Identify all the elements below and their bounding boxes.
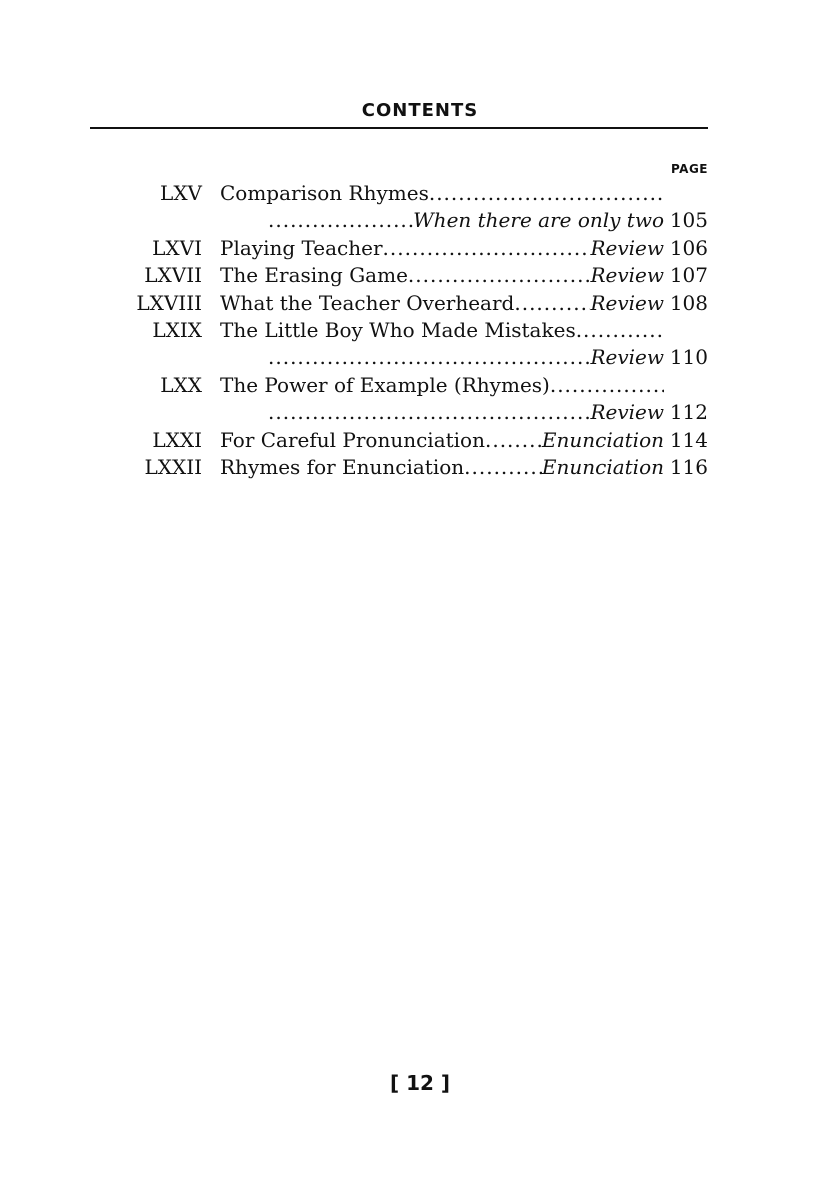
chapter-number: LXVI (152, 235, 202, 260)
toc-entry (100, 290, 708, 317)
chapter-category: Review (590, 235, 664, 260)
chapter-number: LXX (160, 372, 202, 397)
toc-entry (100, 235, 708, 262)
chapter-number: LXXI (152, 427, 202, 452)
page-title: CONTENTS (361, 100, 479, 121)
toc-entry (100, 262, 708, 289)
chapter-category: Review (590, 263, 664, 288)
chapter-title: The Erasing Game (220, 263, 408, 288)
chapter-category: When there are only two (413, 208, 664, 233)
header-rule (90, 127, 708, 129)
chapter-page: 114 (669, 427, 708, 452)
toc-entry (100, 427, 708, 454)
leader-dots (464, 454, 542, 481)
leader-dots (408, 262, 591, 289)
chapter-category: Review (590, 345, 664, 370)
chapter-number: LXV (160, 181, 202, 205)
page-number: [ 12 ] (389, 1071, 451, 1095)
chapter-title: The Little Boy Who Made Mistakes (220, 318, 576, 343)
chapter-number: LXIX (152, 318, 202, 343)
chapter-page: 110 (669, 345, 708, 370)
leader-dots (576, 317, 664, 344)
chapter-title: Comparison Rhymes (220, 181, 429, 205)
leader-dots (429, 180, 664, 207)
chapter-page: 105 (669, 208, 708, 233)
chapter-number: LXXII (144, 455, 202, 480)
toc-entry (100, 180, 708, 235)
chapter-category: Review (590, 290, 664, 315)
leader-dots (485, 427, 542, 454)
contents-list (100, 180, 708, 481)
leader-dots (514, 290, 590, 317)
toc-entry (100, 454, 708, 481)
chapter-title: What the Teacher Overheard (220, 290, 515, 315)
chapter-page: 106 (669, 235, 708, 260)
chapter-category: Enunciation (541, 455, 664, 480)
leader-dots (268, 344, 590, 371)
chapter-title: Rhymes for Enunciation (220, 455, 465, 480)
toc-entry (100, 317, 708, 372)
leader-dots (550, 372, 664, 399)
chapter-title: For Careful Pronunciation (220, 427, 485, 452)
chapter-category: Review (590, 400, 664, 425)
chapter-number: LXVIII (136, 290, 202, 315)
chapter-title: The Power of Example (Rhymes) (220, 372, 550, 397)
leader-dots (268, 399, 590, 426)
chapter-number: LXVII (144, 263, 202, 288)
chapter-title: Playing Teacher (220, 235, 383, 260)
chapter-category: Enunciation (541, 427, 664, 452)
chapter-page: 107 (669, 263, 708, 288)
chapter-page: 112 (669, 400, 708, 425)
page-column-label: PAGE (670, 162, 708, 176)
leader-dots (268, 207, 413, 234)
chapter-page: 116 (669, 455, 708, 480)
toc-entry (100, 372, 708, 427)
leader-dots (383, 235, 591, 262)
chapter-page: 108 (669, 290, 708, 315)
